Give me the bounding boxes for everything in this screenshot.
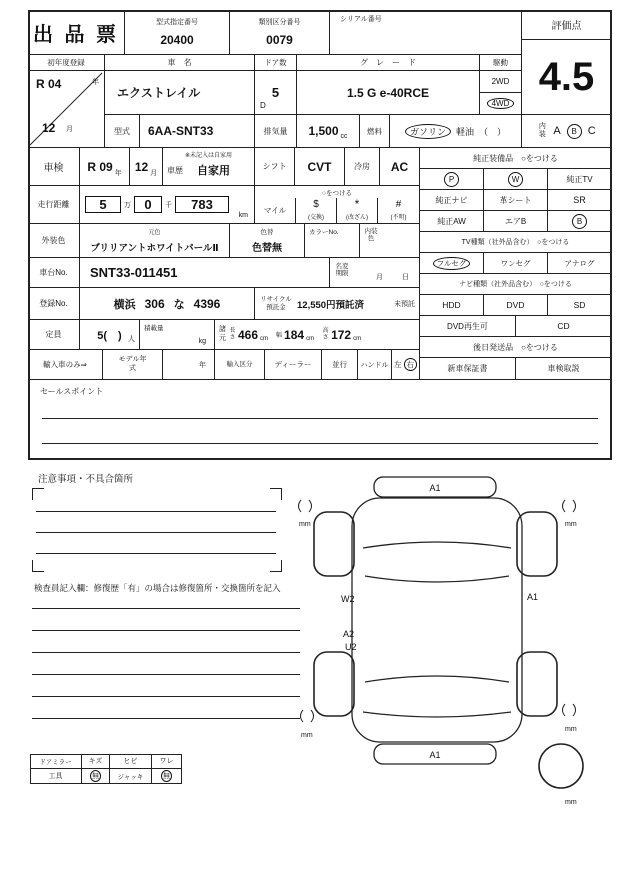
sd-cell: SD	[548, 295, 612, 316]
shaken-era-cell: R 09 年	[80, 148, 130, 186]
inspector-line-2	[32, 630, 300, 631]
car-name: エクストレイル	[117, 86, 201, 100]
orig-color-label: 元色	[148, 230, 161, 237]
later-header-cell: 後日発送品 ○をつける	[420, 337, 612, 358]
tick-tl-left	[299, 500, 302, 512]
first-reg-month: 12	[42, 121, 56, 135]
tools-cell: 工具	[30, 769, 82, 784]
capacity-label-cell: 定員	[28, 320, 80, 350]
equip-p-cell	[420, 169, 484, 190]
displacement-cell	[297, 115, 360, 148]
notes-label: 注意事項・不具合箇所	[38, 474, 134, 485]
mark-rear-a1: A1	[429, 750, 441, 760]
notes-corner-br	[270, 560, 282, 572]
fuel-extra: （ ）	[479, 126, 507, 137]
break-cell: ワレ	[152, 754, 182, 769]
int-color-cell: 内装色	[360, 224, 420, 258]
fuel-label-cell: 燃料	[360, 115, 390, 148]
dimensions-cell: 諸元 長さ 466 cm 幅 184 cm 高さ 172 cm	[215, 320, 420, 350]
drive-header: 駆動	[480, 55, 522, 71]
ext-color-label-cell: 外装色	[28, 224, 80, 258]
car-name-cell	[105, 71, 255, 115]
oneseg-cell: ワンセグ	[484, 253, 548, 274]
mark-star-cell: * (改ざん)	[337, 198, 378, 224]
shaken-label-cell: 車検	[28, 148, 80, 186]
car-damage-diagram	[293, 470, 615, 822]
equip-w-cell	[484, 169, 548, 190]
inspector-line-5	[32, 696, 300, 697]
inspector-line-6	[32, 718, 300, 719]
drive-4wd-circled: 4WD	[487, 98, 515, 109]
ext-color-value: ブリリアントホワイトパールⅡ	[90, 242, 219, 254]
p-circled: P	[444, 172, 459, 187]
import-div-cell: 輸入区分	[215, 350, 265, 380]
handle-left: 左	[394, 360, 402, 369]
analog-cell: アナログ	[548, 253, 612, 274]
mark-left-w2: W2	[341, 594, 355, 604]
sales-point-label: セールスポイント	[40, 387, 104, 396]
notes-line-3	[36, 553, 276, 554]
mm-bottom-right: mm	[565, 726, 577, 733]
ac-cell: AC	[380, 148, 420, 186]
tick-tr-right	[573, 500, 576, 512]
equip-aw-cell: 純正AW	[420, 211, 484, 232]
dvd-play-cell: DVD再生可	[420, 316, 516, 337]
car-name-header: 車 名	[105, 55, 255, 71]
first-reg-month-unit: 月	[66, 126, 73, 133]
recycle-cell: リサイクル預託金 12,550円預託済 未預託	[255, 288, 420, 320]
doors-value: 5	[271, 85, 280, 100]
sales-point-cell	[28, 380, 612, 460]
inspector-line-4	[32, 674, 300, 675]
tick-br-right	[573, 704, 576, 716]
mirror-cell: ドアミラー	[30, 754, 82, 769]
equip-tv-cell: 純正TV	[548, 169, 612, 190]
tools-none-cell	[82, 769, 110, 784]
sales-line-2	[42, 443, 598, 444]
interior-b-circled: B	[567, 124, 582, 139]
score-value: 4.5	[538, 54, 595, 99]
shift-label-cell: シフト	[255, 148, 295, 186]
equip-header-cell: 純正装備品 ○をつける	[420, 148, 612, 169]
shift-cell: CVT	[295, 148, 345, 186]
handle-label-cell: ハンドル	[358, 350, 392, 380]
wheel-rear-left	[314, 652, 354, 716]
class-code-label: 類別区分番号	[258, 18, 301, 26]
import-parallel-cell: 並行	[322, 350, 358, 380]
tv-type-header-cell: TV種類（社外品含む） ○をつける	[420, 232, 612, 253]
mark-left-u2: U2	[345, 642, 357, 652]
doors-cell	[255, 71, 297, 115]
width-value: 184	[284, 327, 305, 342]
color-no-cell: カラーNo.	[305, 224, 360, 258]
inspector-line-3	[32, 652, 300, 653]
handle-cell	[392, 350, 420, 380]
doors-header: ドア数	[255, 55, 297, 71]
mark-dollar-cell: $ (交換)	[296, 198, 337, 224]
scratch-cell: キズ	[82, 754, 110, 769]
score-label: 評価点	[551, 21, 582, 32]
mm-top-right: mm	[565, 521, 577, 528]
wheel-rear-right	[517, 652, 557, 716]
notes-corner-tr	[270, 488, 282, 500]
notes-line-1	[36, 511, 276, 512]
displacement-unit: cc	[340, 132, 348, 140]
equip-b-cell	[548, 211, 612, 232]
mileage-cell: 5 万 0 千 783 km	[80, 186, 255, 224]
import-label-cell: 輸入車のみ⇒	[28, 350, 103, 380]
displacement-value: 1,500	[308, 124, 339, 138]
reg-no-label-cell: 登録No.	[28, 288, 80, 320]
fuel-cell	[390, 115, 522, 148]
model-cell	[140, 115, 255, 148]
jack-cell: ジャッキ	[110, 769, 152, 784]
model-code-label: 型式指定番号	[156, 18, 198, 26]
model-code-value: 20400	[160, 33, 194, 48]
interior-label: 内装	[538, 122, 546, 138]
sales-line-1	[42, 418, 598, 419]
equip-navi-cell: 純正ナビ	[420, 190, 484, 211]
mark-right-a1: A1	[527, 592, 539, 602]
handle-right-circled: 右	[404, 358, 418, 371]
mm-top-left: mm	[299, 521, 311, 528]
capacity-value: 5( )	[97, 329, 122, 342]
import-year-cell: 年	[163, 350, 215, 380]
equip-airb-cell: エアB	[484, 211, 548, 232]
first-reg-era: R 04	[36, 77, 62, 91]
interior-a: A	[553, 125, 561, 137]
crack-cell: ヒビ	[110, 754, 152, 769]
interior-c: C	[587, 125, 596, 137]
equip-sr-cell: SR	[548, 190, 612, 211]
mileage-sen: 0	[134, 196, 162, 213]
car-body	[352, 498, 522, 742]
drive-2wd-cell: 2WD	[480, 71, 522, 93]
reg-number: 4396	[193, 296, 221, 311]
history-label: 車歴	[167, 166, 183, 175]
reg-area: 横浜	[113, 298, 136, 311]
import-dealer-cell: ディーラー	[265, 350, 322, 380]
mark-left-a2: A2	[343, 629, 355, 639]
recycle-value: 12,550円預託済	[297, 299, 365, 311]
wheel-front-right	[517, 512, 557, 576]
name-change-cell: 名変期限 月 日	[330, 258, 420, 288]
navi-type-header-cell: ナビ種類（社外品含む） ○をつける	[420, 274, 612, 295]
marks-header-cell: ○をつける	[255, 186, 420, 198]
windshield-line	[365, 576, 509, 582]
score-label-cell	[522, 10, 612, 40]
interior-grade-cell	[522, 115, 612, 148]
displacement-label-cell: 排気量	[255, 115, 297, 148]
fuel-diesel: 軽油	[455, 126, 474, 137]
tick-tl-right	[309, 500, 312, 512]
sheet-title-cell	[28, 10, 125, 55]
ac-label-cell: 冷房	[345, 148, 380, 186]
history-note: ※未記入は自家用	[184, 153, 233, 159]
manual-cell: 車検取説	[516, 358, 612, 380]
notes-corner-bl	[32, 560, 44, 572]
notes-corner-tl	[32, 488, 44, 500]
grade-cell	[297, 71, 480, 115]
jack-none-cell	[152, 769, 182, 784]
rear-window-line	[365, 676, 509, 682]
mark-front-a1: A1	[429, 483, 441, 493]
tick-bl-right	[311, 710, 314, 722]
hdd-cell: HDD	[420, 295, 484, 316]
fuel-gasoline-circled: ガソリン	[405, 124, 451, 139]
color-change-value: 色替無	[252, 243, 282, 254]
fullseg-circled: フルセグ	[433, 257, 471, 270]
height-value: 172	[331, 327, 352, 342]
model-year-cell: モデル年式	[103, 350, 163, 380]
history-value: 自家用	[197, 165, 230, 177]
tick-br-left	[563, 704, 566, 716]
serial-cell	[330, 10, 522, 55]
chassis-value: SNT33-011451	[90, 265, 178, 280]
serial-label: シリアル番号	[340, 16, 382, 23]
jack-none-circled: 無	[161, 770, 172, 782]
equip-leather-cell: 革シート	[484, 190, 548, 211]
reg-kana: な	[173, 298, 185, 311]
inspector-label: 検査員記入欄：修復歴「有」の場合は修復箇所・交換箇所を記入	[34, 583, 281, 593]
first-reg-header: 初年度登録	[28, 55, 105, 71]
mark-mile-cell: マイル	[255, 198, 296, 224]
length-value: 466	[238, 327, 259, 342]
recycle-alt: 未預託	[394, 300, 415, 308]
history-cell	[163, 148, 255, 186]
km-unit: km	[238, 212, 248, 219]
first-reg-cell	[28, 71, 105, 148]
tick-bl-left	[301, 710, 304, 722]
chassis-label-cell: 車台No.	[28, 258, 80, 288]
cd-cell: CD	[516, 316, 612, 337]
wheel-front-left	[314, 512, 354, 576]
spare-tire	[539, 744, 583, 788]
grade-value: 1.5 G e-40RCE	[346, 85, 430, 100]
sheet-title: 出 品 票	[32, 23, 120, 46]
load-cell: 積載量 kg	[140, 320, 215, 350]
tools-none-circled: 無	[90, 770, 101, 782]
notes-line-2	[36, 532, 276, 533]
hood-line	[363, 542, 511, 548]
trunk-line	[363, 712, 511, 717]
score-cell	[522, 40, 612, 115]
dvd-cell: DVD	[484, 295, 548, 316]
warranty-cell: 新車保証書	[420, 358, 516, 380]
fullseg-cell	[420, 253, 484, 274]
mm-spare: mm	[565, 799, 577, 806]
model-label-cell: 型式	[105, 115, 140, 148]
grade-header: グ レ ー ド	[297, 55, 480, 71]
class-code-cell	[230, 10, 330, 55]
mileage-man: 5	[85, 196, 121, 213]
mileage-label-cell: 走行距離	[28, 186, 80, 224]
reg-class: 306	[144, 296, 165, 311]
color-change-cell: 色替 色替無	[230, 224, 305, 258]
first-reg-year-unit: 年	[92, 79, 99, 86]
b-circled: B	[572, 214, 587, 229]
reg-no-cell	[80, 288, 255, 320]
model-value: 6AA-SNT33	[148, 124, 214, 138]
model-code-cell	[125, 10, 230, 55]
doors-suffix: D	[260, 101, 266, 110]
mileage-rest: 783	[175, 196, 229, 213]
tick-tr-left	[563, 500, 566, 512]
shaken-month-cell: 12 月	[130, 148, 163, 186]
chassis-cell	[80, 258, 330, 288]
capacity-cell: 5( ) 人	[80, 320, 140, 350]
mm-bottom-left: mm	[301, 732, 313, 739]
mark-hash-cell: # (不明)	[378, 198, 420, 224]
w-circled: W	[508, 172, 523, 187]
class-code-value: 0079	[266, 33, 293, 48]
drive-4wd-cell	[480, 93, 522, 115]
ext-color-cell	[80, 224, 230, 258]
inspector-line-1	[32, 608, 300, 609]
